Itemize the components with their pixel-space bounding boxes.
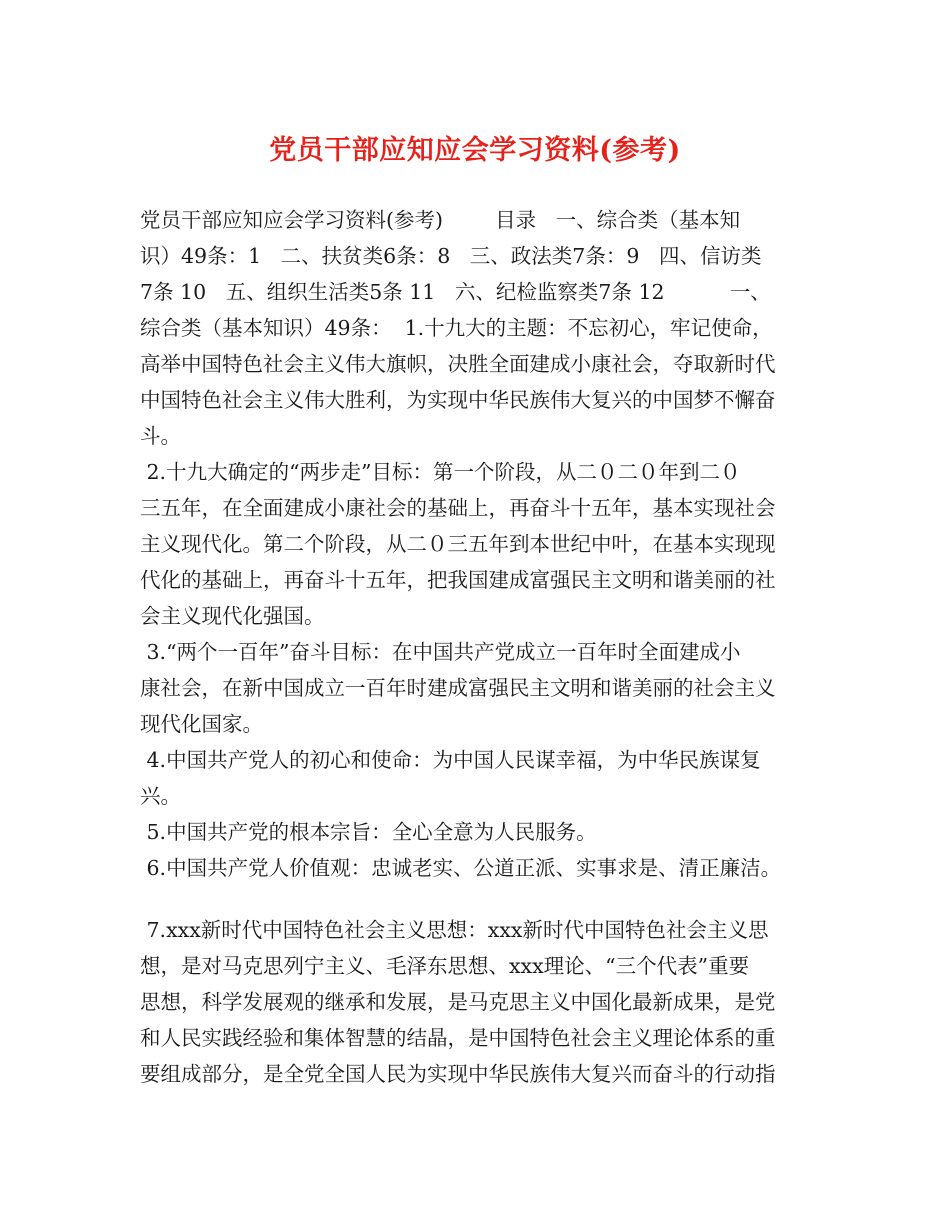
body-line: 康社会，在新中国成立一百年时建成富强民主文明和谐美丽的社会主义 bbox=[140, 676, 776, 700]
body-line: 高举中国特色社会主义伟大旗帜，决胜全面建成小康社会，夺取新时代 bbox=[140, 352, 776, 376]
body-line: 三五年，在全面建成小康社会的基础上，再奋斗十五年，基本实现社会 bbox=[140, 496, 776, 520]
body-line: 党员干部应知应会学习资料(参考) 目录 一、综合类（基本知 bbox=[140, 208, 741, 232]
body-line: 兴。 bbox=[140, 784, 181, 808]
body-line: 和人民实践经验和集体智慧的结晶，是中国特色社会主义理论体系的重 bbox=[140, 1026, 776, 1050]
document-body bbox=[140, 202, 816, 1092]
body-line: 综合类（基本知识）49条： 1.十九大的主题：不忘初心，牢记使命， bbox=[140, 316, 773, 340]
paragraph-gap bbox=[140, 886, 816, 912]
body-line: 想，是对马克思列宁主义、毛泽东思想、xxx理论、“三个代表”重要 bbox=[140, 954, 750, 978]
body-line: 6.中国共产党人价值观：忠诚老实、公道正派、实事求是、清正廉洁。 bbox=[140, 856, 782, 880]
body-line: 7条 10 五、组织生活类5条 11 六、纪检监察类7条 12 一、 bbox=[140, 280, 771, 304]
body-line: 中国特色社会主义伟大胜利，为实现中华民族伟大复兴的中国梦不懈奋 bbox=[140, 388, 776, 412]
body-line: 识）49条：1 二、扶贫类6条：8 三、政法类7条：9 四、信访类 bbox=[140, 244, 762, 268]
body-line: 3.“两个一百年”奋斗目标：在中国共产党成立一百年时全面建成小 bbox=[140, 640, 741, 664]
body-line: 4.中国共产党人的初心和使命：为中国人民谋幸福，为中华民族谋复 bbox=[140, 748, 761, 772]
body-line: 现代化国家。 bbox=[140, 712, 263, 736]
body-line: 会主义现代化强国。 bbox=[140, 604, 325, 628]
body-line: 5.中国共产党的根本宗旨：全心全意为人民服务。 bbox=[140, 820, 597, 844]
body-line: 代化的基础上，再奋斗十五年，把我国建成富强民主文明和谐美丽的社 bbox=[140, 568, 776, 592]
body-line: 7.xxx新时代中国特色社会主义思想：xxx新时代中国特色社会主义思 bbox=[140, 918, 769, 942]
body-line: 思想，科学发展观的继承和发展，是马克思主义中国化最新成果，是党 bbox=[140, 990, 776, 1014]
body-line: 2.十九大确定的“两步走”目标：第一个阶段，从二０二０年到二０ bbox=[140, 460, 741, 484]
document-title: 党员干部应知应会学习资料(参考) bbox=[269, 135, 681, 166]
body-line: 要组成部分，是全党全国人民为实现中华民族伟大复兴而奋斗的行动指 bbox=[140, 1062, 776, 1086]
body-line: 主义现代化。第二个阶段，从二０三五年到本世纪中叶，在基本实现现 bbox=[140, 532, 776, 556]
body-line: 斗。 bbox=[140, 424, 181, 448]
